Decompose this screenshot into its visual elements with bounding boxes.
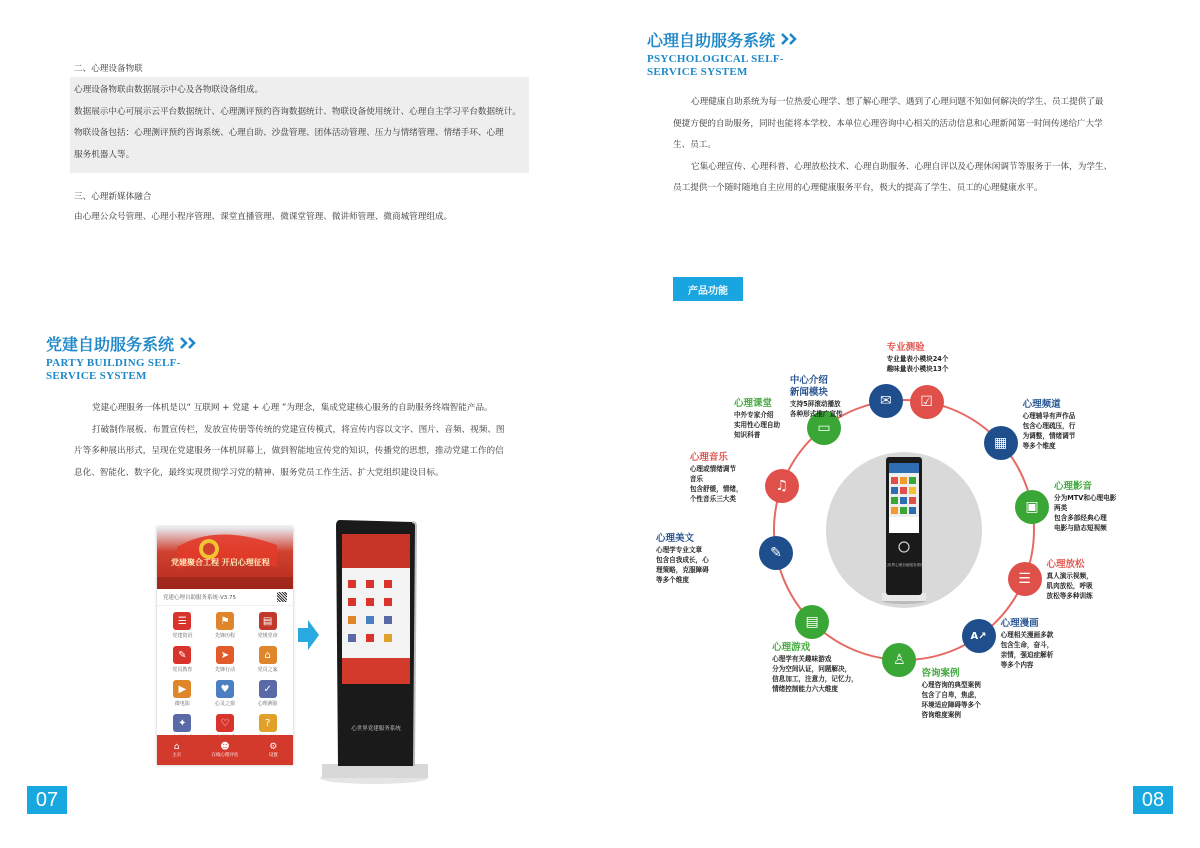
feature-desc-line: 分为MTV和心理电影 (1054, 494, 1117, 503)
feature-diagram (655, 341, 1170, 719)
section3-title: 三、心理新媒体融合 (74, 192, 152, 202)
psy-para-1-line-3: 生、员工。 (673, 140, 716, 150)
psy-title-cn: 心理自助服务系统 (647, 31, 776, 50)
iot-line-1: 心理设备物联由数据展示中心及各物联设备组成。 (74, 85, 264, 95)
feature-title: 心理课堂 (733, 397, 772, 409)
home-icon: ⌂ (173, 742, 180, 752)
feature-desc-line: 音乐 (689, 474, 704, 483)
feature-desc-line: 知识科普 (733, 430, 761, 439)
app-grid-item[interactable] (246, 646, 289, 673)
psy-para-1-line-2: 便捷方便的自助服务，同时也能将本学校、本单位心理咨询中心相关的活动信息和心理新闻第一时间传递给广大学 (673, 118, 1103, 129)
feature-desc-line: 两类 (1054, 504, 1068, 513)
app-grid-item[interactable] (161, 646, 204, 673)
party-text-block (74, 398, 505, 484)
article-icon: ✎ (759, 536, 793, 570)
iot-line-3: 物联设备包括：心理测评预约咨询系统、心理自助、沙盘管理、团体活动管理、压力与情绪管理、情绪手环、心理 (74, 128, 504, 138)
iot-text-block (74, 80, 521, 166)
app-grid-item-label: 党建资讯 (172, 633, 193, 639)
heart-pulse-icon: ♡ (216, 714, 234, 732)
gear-icon: ⚙ (269, 742, 278, 752)
party-title-cn: 党建自助服务系统 (46, 335, 175, 354)
feature-desc-line: 包含多部经典心理 (1054, 514, 1107, 523)
action-icon: ➤ (216, 646, 234, 664)
feature-desc-line: 心理相关漫画多款 (1000, 631, 1054, 640)
feature-title: 心理美文 (655, 532, 694, 544)
feature-title: 心理音乐 (689, 451, 728, 463)
feature-desc-line: 真人演示视频， (1046, 571, 1093, 580)
channel-icon: ▦ (984, 426, 1018, 460)
app-grid-item[interactable] (204, 680, 247, 707)
feature-desc-line: 包含心理疏压，行 (1022, 422, 1076, 430)
app-grid-item[interactable] (161, 612, 204, 639)
psy-kiosk-caption: 心世界心理自助服务系统 (884, 563, 924, 567)
nav-settings[interactable] (269, 742, 278, 758)
party-para-2-line-2: 片等多种展出形式，呈现在党建服务一体机屏幕上，做到智能地宣传党的知识，传播党的思想，推动党建工作的信 (74, 446, 504, 456)
feature-label (1001, 618, 1054, 670)
app-grid-item-label: 党规党章 (257, 633, 278, 639)
feature-desc-line: 分为空间认证，问题解决， (772, 664, 852, 673)
app-grid-item[interactable] (204, 646, 247, 673)
nav-settings-label: 设置 (268, 753, 278, 758)
feature-desc-line: 等多个维度 (1022, 442, 1056, 450)
feature-desc-line: 包含了自卑，焦虑， (921, 690, 981, 699)
feature-title: 心理游戏 (772, 641, 811, 653)
news-icon: ☰ (173, 612, 191, 630)
home-icon: ⌂ (259, 646, 277, 664)
app-bottom-nav (157, 735, 293, 765)
feature-desc-line: 包含舒缓，情绪， (689, 484, 743, 493)
party-heading (46, 332, 198, 383)
party-app-screenshot (157, 527, 293, 765)
psy-title-en-1: PSYCHOLOGICAL SELF- (647, 53, 784, 65)
feature-desc-line: 亲情，强迫症解析 (1000, 651, 1054, 660)
feature-label (1047, 559, 1093, 601)
feature-desc-line: 心理咨询的典型案例 (921, 680, 981, 689)
chevron-right-icon (781, 30, 799, 49)
party-title-en-2: SERVICE SYSTEM (46, 370, 147, 382)
nav-home[interactable] (172, 742, 181, 758)
party-para-1: 党建心理服务一体机是以“ 互联网 + 党建 + 心理 ”为理念，集成党建核心服务的自助服务终端智能产品。 (92, 403, 493, 413)
feature-desc-line: 专业量表小模块24个 (886, 354, 949, 363)
page-number-right: 08 (1133, 786, 1173, 814)
feature-desc-line: 环境适应障碍等多个 (921, 700, 981, 709)
party-title-en-1: PARTY BUILDING SELF- (46, 357, 181, 369)
app-grid-item[interactable] (204, 612, 247, 639)
app-grid-item-label: 心理测验 (257, 701, 278, 707)
app-grid-item-label: 党员之家 (257, 667, 278, 673)
person-icon: ☻ (220, 742, 230, 752)
feature-desc-line: 包含自我成长，心 (655, 555, 709, 564)
news-icon: ✉ (869, 384, 903, 418)
app-grid (157, 606, 293, 747)
nav-home-label: 主页 (172, 753, 182, 758)
heart-icon: ♥ (216, 680, 234, 698)
app-grid-item-label: 先锋行动 (214, 667, 235, 673)
classroom-icon: ▭ (807, 411, 841, 445)
psy-text-block (673, 92, 1112, 200)
feature-desc-line: 各种形式推广宣传 (789, 410, 843, 419)
feature-label (772, 642, 858, 694)
feature-desc-line: 包含生命，奋斗， (1000, 641, 1054, 650)
app-grid-item[interactable] (246, 612, 289, 639)
app-title: 党建心理自助服务系统-V3.75 (163, 595, 236, 601)
feature-desc-line: 心理学专业文章 (655, 545, 703, 554)
feature-desc-line: 等多个维度 (655, 575, 689, 584)
party-para-2-line-1: 打破制作展板、布置宣传栏，发放宣传册等传统的党建宣传模式，将宣传内容以文字、图片、音频、视频、图 (92, 424, 505, 435)
feature-label (734, 398, 780, 440)
feature-label (690, 452, 743, 504)
music-icon: ♫ (765, 469, 799, 503)
nav-assessment-label: 在线心理评估 (211, 753, 239, 758)
page-number-left: 07 (27, 786, 67, 814)
app-grid-item-label: 微电影 (174, 701, 190, 707)
iot-line-4: 服务机器人等。 (74, 149, 135, 160)
chevron-right-icon (180, 334, 198, 353)
feature-label (1054, 481, 1116, 533)
iot-line-2: 数据展示中心可展示云平台数据统计、心理测评预约咨询数据统计、物联设备使用统计、心理自主学习平台数据统计。 (74, 106, 521, 117)
video-icon: ▣ (1015, 490, 1049, 524)
psy-kiosk (880, 455, 928, 605)
section2-title: 二、心理设备物联 (74, 64, 143, 74)
feature-title: 专业测验 (886, 341, 925, 353)
feature-label (790, 375, 843, 419)
app-title-bar (157, 589, 293, 606)
test-sheet-icon: ☑ (910, 385, 944, 419)
feature-desc-line: 肌肉放松，呼吸 (1046, 581, 1093, 590)
feature-desc-line: 实用性心理自助 (733, 420, 781, 429)
case-icon: ♙ (882, 643, 916, 677)
feature-desc-line: 心理辅导有声作品 (1022, 412, 1076, 420)
help-icon: ? (259, 714, 277, 732)
book-icon: ▤ (259, 612, 277, 630)
feature-title: 心理漫画 (1000, 618, 1039, 630)
test-icon: ✓ (259, 680, 277, 698)
feature-label (1023, 399, 1076, 451)
feature-desc-line: 理策略，克服障碍 (655, 565, 709, 574)
comic-icon: A↗ (962, 619, 996, 653)
game-icon: ✦ (173, 714, 191, 732)
section3-text: 由心理公众号管理、心理小程序管理、课堂直播管理、微课堂管理、微讲师管理、微商城管理组成。 (74, 212, 453, 222)
feature-title: 中心介绍 新闻模块 (789, 375, 828, 399)
flag-icon: ⚑ (216, 612, 234, 630)
app-grid-item-label: 先锋历程 (214, 633, 235, 639)
psy-para-1-line-1: 心理健康自助系统为每一位热爱心理学、想了解心理学、遇到了心理问题不知如何解决的学生、员工提供了最 (691, 97, 1104, 107)
feature-desc-line: 心理或情绪调节 (689, 464, 736, 473)
feature-desc-line: 为调整，情绪调节 (1022, 432, 1076, 440)
feature-desc-line: 心理学有关趣味游戏 (772, 654, 832, 663)
feature-label (921, 668, 980, 720)
app-banner-text: 党建聚合工程 开启心理征程 (171, 558, 270, 567)
app-banner (157, 527, 293, 589)
app-grid-item[interactable] (246, 680, 289, 707)
psy-heading (647, 28, 799, 79)
feature-desc-line: 趣味量表小模块13个 (886, 364, 949, 373)
app-grid-item-label: 心灵之窗 (214, 701, 235, 707)
feature-desc-line: 放松等多种训练 (1046, 591, 1093, 600)
feature-desc-line: 咨询维度案例 (921, 710, 962, 719)
feature-title: 心理频道 (1022, 399, 1061, 410)
nav-assessment[interactable] (211, 742, 238, 758)
app-grid-item[interactable] (161, 680, 204, 707)
feature-title: 心理放松 (1046, 558, 1085, 570)
psy-title-en-2: SERVICE SYSTEM (647, 66, 748, 78)
film-icon: ▶ (173, 680, 191, 698)
psy-para-2-line-2: 员工提供一个随时随地自主应用的心理健康服务平台，极大的提高了学生、员工的心理健康水平。 (673, 183, 1043, 193)
feature-desc-line: 等多个内容 (1000, 661, 1034, 670)
party-kiosk-caption: 心世界党建服务系统 (351, 726, 401, 732)
education-icon: ✎ (173, 646, 191, 664)
feature-label (887, 342, 949, 374)
feature-desc-line: 信息加工，注意力，记忆力， (772, 674, 858, 683)
feature-title: 咨询案例 (921, 667, 960, 679)
product-features-tag: 产品功能 (673, 277, 743, 301)
feature-desc-line: 电影与励志短视频 (1054, 524, 1107, 533)
arrow-right-icon (298, 618, 320, 656)
relax-icon: ☰ (1008, 562, 1042, 596)
app-grid-item-label: 党员教育 (172, 667, 193, 673)
game-icon: ▤ (795, 605, 829, 639)
feature-desc-line: 中外专家介绍 (733, 410, 774, 419)
feature-desc-line: 个性音乐三大类 (689, 494, 736, 503)
qr-code-icon (277, 592, 287, 602)
feature-title: 心理影音 (1054, 481, 1093, 493)
party-kiosk (318, 518, 430, 788)
feature-desc-line: 情绪控制能力六大维度 (772, 684, 838, 693)
feature-desc-line: 支持5屏滚动播放 (789, 400, 841, 409)
psy-para-2-line-1: 它集心理宣传、心理科普、心理放松技术、心理自助服务、心理自评以及心理休闲调节等服务于一体，为学生、 (691, 161, 1113, 172)
feature-label (656, 533, 709, 585)
party-para-2-line-3: 息化、智能化、数字化，最终实现贯彻学习党的精神、服务党员工作生活、扩大党组织建设目标。 (74, 467, 444, 478)
